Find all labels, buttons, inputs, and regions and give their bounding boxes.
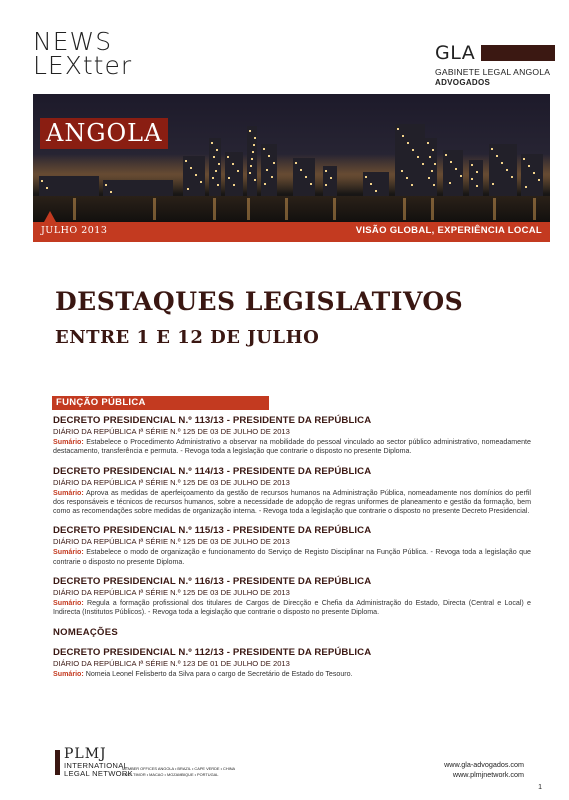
window-light xyxy=(185,160,187,162)
window-light xyxy=(406,177,408,179)
window-light xyxy=(422,163,424,165)
website-link-plmj[interactable]: www.plmjnetwork.com xyxy=(452,770,524,779)
window-light xyxy=(429,156,431,158)
summary-label: Sumário: xyxy=(53,669,84,678)
building xyxy=(425,138,437,196)
window-light xyxy=(496,155,498,157)
banner-strip xyxy=(33,222,550,242)
window-light xyxy=(511,176,513,178)
window-light xyxy=(449,182,451,184)
window-light xyxy=(195,174,197,176)
building xyxy=(489,144,517,196)
window-light xyxy=(249,172,251,174)
decree-summary xyxy=(53,489,531,517)
window-light xyxy=(254,137,256,139)
summary-label: Sumário: xyxy=(53,438,84,446)
decree-summary xyxy=(53,438,531,457)
light-reflection xyxy=(247,198,250,220)
network-name: PLMJ xyxy=(64,746,107,762)
window-light xyxy=(249,130,251,132)
gazette-reference: DIÁRIO DA REPÚBLICA Iª SÉRIE N.º 125 DE 03 DE JULHO DE 2013 xyxy=(53,537,290,547)
page-subtitle: ENTRE 1 E 12 DE JULHO xyxy=(55,327,320,348)
summary-text: Regula a formação profissional dos titulares de Cargos de Direcção e Chefia da Administração do Estado, Directa (Central e Local) e Indirecta (Institutos Públicos). - Revoga toda a legislação que contrarie o disposto no presente Diploma. xyxy=(53,599,531,617)
window-light xyxy=(471,178,473,180)
window-light xyxy=(325,170,327,172)
window-light xyxy=(232,163,234,165)
gazette-reference: DIÁRIO DA REPÚBLICA Iª SÉRIE N.º 125 DE 03 DE JULHO DE 2013 xyxy=(53,588,290,598)
summary-label: Sumário: xyxy=(53,488,84,497)
summary-label: Sumário: xyxy=(53,548,84,557)
window-light xyxy=(417,156,419,158)
building xyxy=(261,144,277,196)
window-light xyxy=(407,142,409,144)
window-light xyxy=(264,183,266,185)
window-light xyxy=(501,162,503,164)
window-light xyxy=(411,184,413,186)
window-light xyxy=(476,171,478,173)
website-links xyxy=(444,760,524,780)
gazette-reference: DIÁRIO DA REPÚBLICA Iª SÉRIE N.º 123 DE 01 DE JULHO DE 2013 xyxy=(53,658,290,668)
building xyxy=(183,156,205,196)
window-light xyxy=(506,169,508,171)
window-light xyxy=(268,155,270,157)
window-light xyxy=(330,177,332,179)
building xyxy=(363,172,389,196)
window-light xyxy=(187,188,189,190)
window-light xyxy=(325,184,327,186)
window-light xyxy=(215,170,217,172)
window-light xyxy=(523,158,525,160)
window-light xyxy=(212,177,214,179)
country-label: ANGOLA xyxy=(40,118,168,149)
window-light xyxy=(401,170,403,172)
decree-title: DECRETO PRESIDENCIAL N.º 113/13 - PRESIDENTE DA REPÚBLICA xyxy=(53,415,372,426)
window-light xyxy=(41,180,43,182)
decree-summary xyxy=(53,670,531,679)
firm-abbreviation: GLA xyxy=(435,42,476,64)
summary-text: Estabelece o Procedimento Administrativo a observar na mobilidade do pessoal vinculado ao sector público administrativo, nomeadamente destacamento, transferência e permuta. - Revoga toda a legislação que contrarie o disposto no presente Diploma. xyxy=(53,438,531,456)
window-light xyxy=(227,156,229,158)
member-offices-line-1: MEMBER OFFICES ANGOLA • BRAZIL • CAPE VERDE • CHINA xyxy=(122,766,236,771)
window-light xyxy=(228,177,230,179)
page-title: DESTAQUES LEGISLATIVOS xyxy=(55,287,464,316)
window-light xyxy=(110,191,112,193)
list-item xyxy=(53,415,531,457)
window-light xyxy=(266,169,268,171)
window-light xyxy=(46,187,48,189)
window-light xyxy=(300,169,302,171)
window-light xyxy=(237,170,239,172)
window-light xyxy=(263,148,265,150)
gazette-reference: DIÁRIO DA REPÚBLICA Iª SÉRIE N.º 125 DE 03 DE JULHO DE 2013 xyxy=(53,477,290,487)
window-light xyxy=(253,144,255,146)
building xyxy=(443,150,463,196)
website-link-gla[interactable]: www.gla-advogados.com xyxy=(444,760,524,769)
gazette-reference: DIÁRIO DA REPÚBLICA Iª SÉRIE N.º 125 DE 03 DE JULHO DE 2013 xyxy=(53,427,290,436)
list-item xyxy=(53,525,531,567)
window-light xyxy=(271,176,273,178)
light-reflection xyxy=(213,198,216,220)
window-light xyxy=(433,184,435,186)
window-light xyxy=(427,142,429,144)
section-divider xyxy=(52,409,269,410)
building xyxy=(521,154,543,196)
window-light xyxy=(273,162,275,164)
window-light xyxy=(295,162,297,164)
window-light xyxy=(491,148,493,150)
window-light xyxy=(250,165,252,167)
window-light xyxy=(310,183,312,185)
summary-text: Estabelece o modo de organização e funcionamento do Serviço de Registo Disciplinar na Função Pública. - Revoga toda a legislação que contrarie o disposto no presente Diploma. xyxy=(53,548,531,566)
section-header xyxy=(52,396,269,409)
window-light xyxy=(216,149,218,151)
light-reflection xyxy=(493,198,496,220)
window-light xyxy=(445,154,447,156)
light-reflection xyxy=(153,198,156,220)
firm-name: GABINETE LEGAL ANGOLA xyxy=(435,67,551,77)
window-light xyxy=(365,176,367,178)
window-light xyxy=(397,128,399,130)
summary-text: Nomeia Leonel Felisberto da Silva para o cargo de Secretário de Estado do Tesouro. xyxy=(85,669,353,678)
window-light xyxy=(528,165,530,167)
decree-title: DECRETO PRESIDENCIAL N.º 112/13 - PRESIDENTE DA REPÚBLICA xyxy=(53,646,372,658)
light-reflection xyxy=(431,198,434,220)
decree-summary xyxy=(53,599,531,618)
window-light xyxy=(252,151,254,153)
subsection-heading: NOMEAÇÕES xyxy=(53,626,118,638)
network-logo-mark xyxy=(55,750,60,775)
network-tagline-2: LEGAL NETWORK xyxy=(64,769,134,778)
banner-pointer xyxy=(44,211,56,222)
light-reflection xyxy=(533,198,536,220)
newsletter-brand xyxy=(33,27,133,80)
list-item xyxy=(53,576,531,618)
window-light xyxy=(525,186,527,188)
window-light xyxy=(533,172,535,174)
light-reflection xyxy=(333,198,336,220)
issue-date: JULHO 2013 xyxy=(41,225,108,236)
member-offices xyxy=(122,766,235,777)
network-tagline-1: INTERNATIONAL xyxy=(64,761,129,770)
window-light xyxy=(233,184,235,186)
building xyxy=(469,160,483,196)
decree-title: DECRETO PRESIDENCIAL N.º 114/13 - PRESIDENTE DA REPÚBLICA xyxy=(53,465,372,477)
window-light xyxy=(190,167,192,169)
building xyxy=(395,124,425,196)
list-item xyxy=(53,466,531,517)
firm-logo xyxy=(435,42,555,87)
building xyxy=(103,180,173,196)
window-light xyxy=(412,149,414,151)
window-light xyxy=(218,163,220,165)
window-light xyxy=(375,190,377,192)
light-reflection xyxy=(285,198,288,220)
building xyxy=(39,176,99,196)
building xyxy=(293,158,315,196)
light-reflection xyxy=(73,198,76,220)
window-light xyxy=(450,161,452,163)
brand-line-2: LEXtter xyxy=(33,51,133,80)
window-light xyxy=(471,164,473,166)
decree-title: DECRETO PRESIDENCIAL N.º 115/13 - PRESIDENTE DA REPÚBLICA xyxy=(53,525,372,537)
window-light xyxy=(538,179,540,181)
firm-subtitle: ADVOGADOS xyxy=(435,78,491,87)
window-light xyxy=(460,175,462,177)
window-light xyxy=(455,168,457,170)
building xyxy=(247,126,257,196)
window-light xyxy=(200,181,202,183)
building xyxy=(225,152,243,196)
window-light xyxy=(213,156,215,158)
window-light xyxy=(251,158,253,160)
summary-label: Sumário: xyxy=(53,599,84,608)
decree-title: DECRETO PRESIDENCIAL N.º 116/13 - PRESIDENTE DA REPÚBLICA xyxy=(53,576,372,588)
brand-line-1: NEWS xyxy=(33,27,113,56)
firm-logo-bar xyxy=(481,45,555,61)
window-light xyxy=(217,184,219,186)
decree-summary xyxy=(53,548,531,567)
window-light xyxy=(305,176,307,178)
window-light xyxy=(492,183,494,185)
building xyxy=(209,138,221,196)
window-light xyxy=(428,177,430,179)
window-light xyxy=(432,149,434,151)
firm-motto: VISÃO GLOBAL, EXPERIÊNCIA LOCAL xyxy=(355,225,542,236)
window-light xyxy=(434,163,436,165)
window-light xyxy=(254,179,256,181)
building xyxy=(323,166,337,196)
summary-text: Aprova as medidas de aperfeiçoamento da gestão de recursos humanos na Administração Pública, nomeadamente nos domínios do perfil dos responsáveis e técnicos de recursos humanos, sobre a necessidade de adopção de regras uniformes de planeamento e gestão da formação, bem como as recomendações sobre medidas de organização interna. - Revoga toda a legislação que contrarie o disposto no presente Decreto Presidencial. xyxy=(53,488,531,516)
window-light xyxy=(211,142,213,144)
member-offices-line-2: EAST TIMOR • MACAO • MOZAMBIQUE • PORTUGAL xyxy=(122,771,219,777)
list-item xyxy=(53,647,531,679)
legislation-list xyxy=(53,415,531,688)
window-light xyxy=(431,170,433,172)
window-light xyxy=(105,184,107,186)
window-light xyxy=(476,185,478,187)
city-banner-image xyxy=(33,94,550,228)
light-reflection xyxy=(403,198,406,220)
page-number: 1 xyxy=(538,784,542,791)
window-light xyxy=(370,183,372,185)
window-light xyxy=(402,135,404,137)
section-label: FUNÇÃO PÚBLICA xyxy=(56,397,146,408)
